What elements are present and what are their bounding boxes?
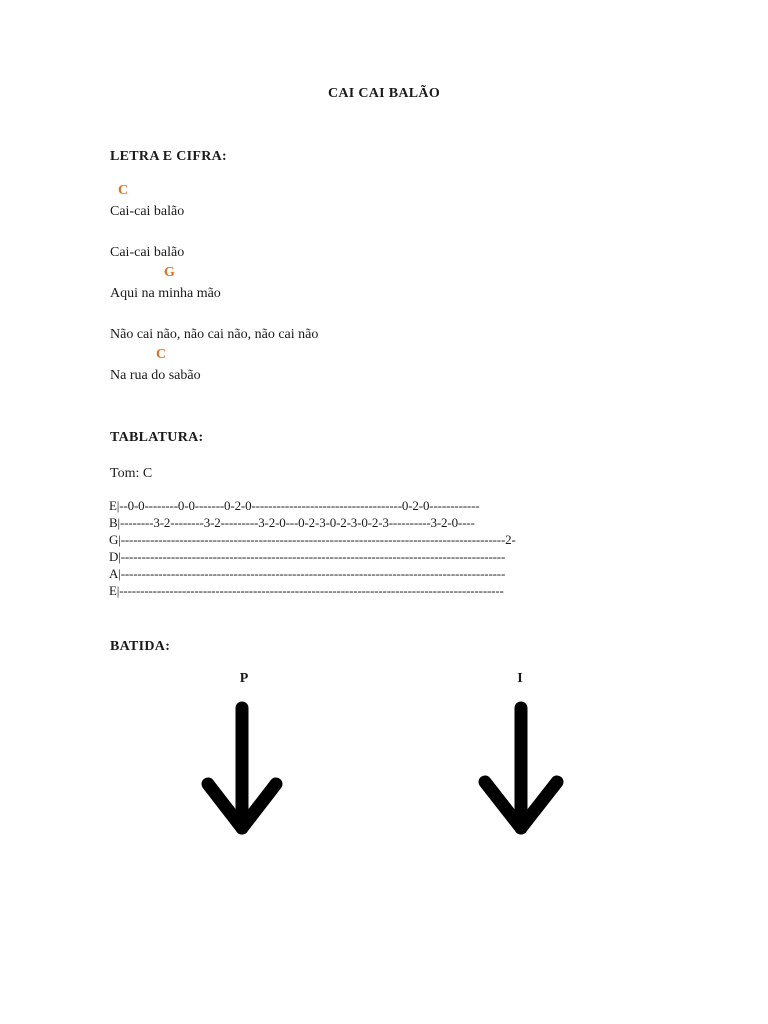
lyric-line-1: Cai-cai balão [110, 204, 185, 219]
strum-label-i: I [517, 671, 523, 686]
chord-c-1: C [118, 183, 129, 198]
down-arrow-icon [198, 700, 286, 840]
chord-g: G [164, 265, 175, 280]
lyric-line-2: Cai-cai balão [110, 245, 185, 260]
tab-string-b: B|--------3-2--------3-2---------3-2-0---0-2-3-0-2-3-0-2-3----------3-2-0---- [109, 515, 475, 530]
chord-c-2: C [156, 347, 167, 362]
tab-string-g: G|--------------------------------------------------------------------------------------------2- [109, 532, 516, 547]
tab-key: Tom: C [110, 466, 153, 481]
lyric-line-4: Não cai não, não cai não, não cai não [110, 327, 319, 342]
tab-string-d: D|-------------------------------------------------------------------------------------------- [109, 549, 506, 564]
tab-heading: TABLATURA: [110, 430, 204, 445]
lyrics-heading: LETRA E CIFRA: [110, 149, 227, 164]
down-arrow-icon [476, 700, 566, 840]
lyric-line-3: Aqui na minha mão [110, 286, 221, 301]
lyric-line-5: Na rua do sabão [110, 368, 201, 383]
tab-string-e-low: E|-------------------------------------------------------------------------------------------- [109, 583, 504, 598]
page-title: CAI CAI BALÃO [327, 86, 441, 101]
tab-string-a: A|-------------------------------------------------------------------------------------------- [109, 566, 506, 581]
strum-label-p: P [239, 671, 249, 686]
strum-heading: BATIDA: [110, 639, 171, 654]
tab-string-e-high: E|--0-0--------0-0-------0-2-0------------------------------------0-2-0------------ [109, 498, 480, 513]
